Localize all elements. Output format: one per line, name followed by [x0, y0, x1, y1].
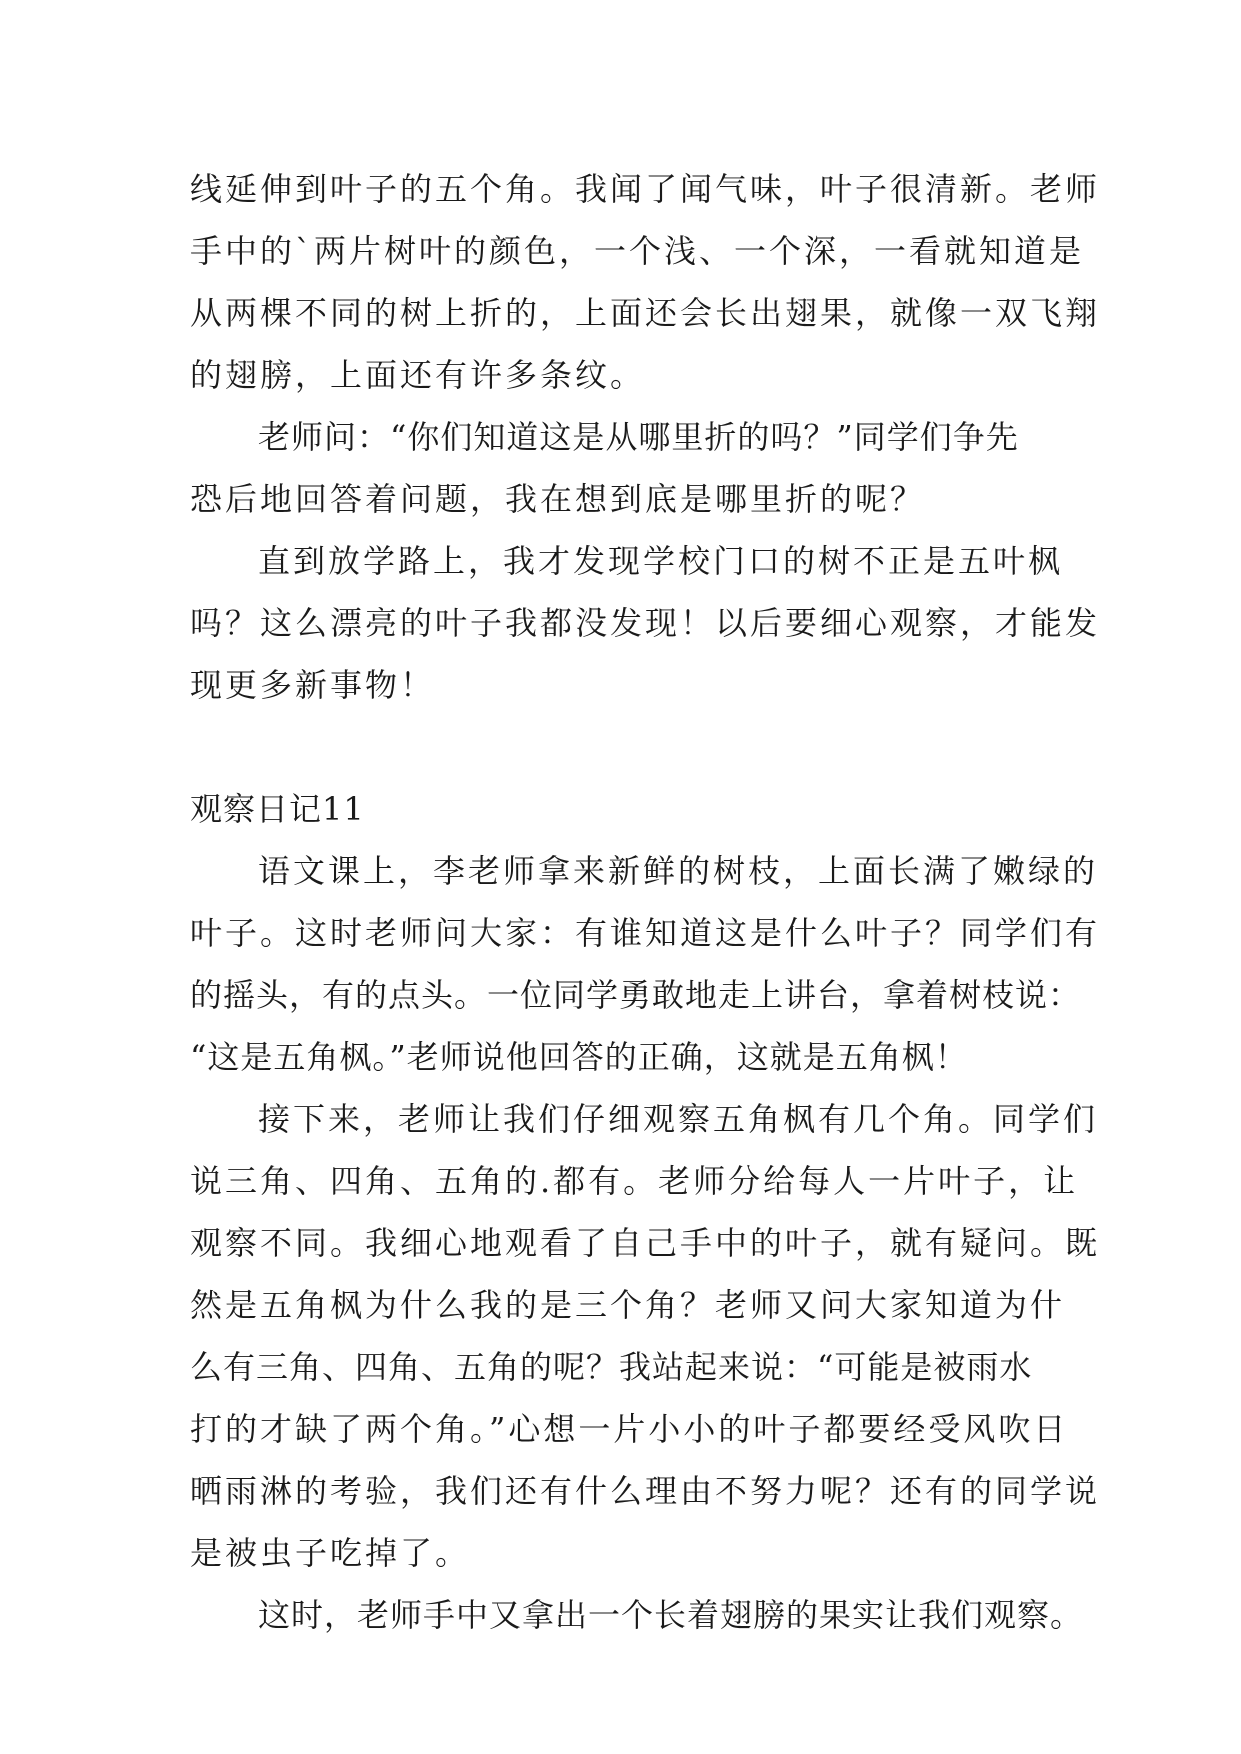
document-page — [190, 158, 1101, 1646]
paragraph-teacher-question — [190, 406, 1050, 530]
text-line: 叶子。这时老师问大家：有谁知道这是什么叶子？同学们有 — [190, 914, 1101, 952]
text-line: 说三角、四角、五角的.都有。老师分给每人一片叶子，让 — [190, 1162, 1079, 1200]
text-line: 直到放学路上，我才发现学校门口的树不正是五叶枫 — [258, 542, 1064, 580]
section-gap — [190, 716, 1050, 778]
text-line: 吗？这么漂亮的叶子我都没发现！以后要细心观察，才能发 — [190, 604, 1101, 642]
text-line: 的摇头，有的点头。一位同学勇敢地走上讲台，拿着树枝说： — [190, 976, 1082, 1014]
text-line: 然是五角枫为什么我的是三个角？老师又问大家知道为什 — [190, 1286, 1066, 1324]
text-line: “这是五角枫。”老师说他回答的正确，这就是五角枫！ — [190, 1038, 968, 1076]
text-line: 线延伸到叶子的五个角。我闻了闻气味，叶子很清新。老师 — [190, 170, 1101, 208]
paragraph-observation — [190, 1088, 1101, 1584]
text-line: 接下来，老师让我们仔细观察五角枫有几个角。同学们 — [258, 1100, 1099, 1138]
text-line: 老师问：“你们知道这是从哪里折的吗？”同学们争先 — [258, 418, 1019, 456]
text-line: 现更多新事物！ — [190, 666, 436, 704]
text-line: 是被虫子吃掉了。 — [190, 1534, 471, 1572]
text-line: 晒雨淋的考验，我们还有什么理由不努力呢？还有的同学说 — [190, 1472, 1101, 1510]
text-line: 从两棵不同的树上折的，上面还会长出翅果，就像一双飞翔 — [190, 294, 1101, 332]
text-line: 手中的`两片树叶的颜色，一个浅、一个深，一看就知道是 — [190, 232, 1085, 270]
text-line: 的翅膀，上面还有许多条纹。 — [190, 356, 646, 394]
diary-title: 观察日记11 — [190, 790, 365, 828]
paragraph-leaf-description — [190, 158, 1101, 406]
text-line: 打的才缺了两个角。”心想一片小小的叶子都要经受风吹日 — [190, 1410, 1069, 1448]
paragraph-chinese-class — [190, 840, 1101, 1088]
text-line: 观察不同。我细心地观看了自己手中的叶子，就有疑问。既 — [190, 1224, 1101, 1262]
text-line: 么有三角、四角、五角的呢？我站起来说：“可能是被雨水 — [190, 1348, 1033, 1386]
text-line: 这时，老师手中又拿出一个长着翅膀的果实让我们观察。 — [258, 1596, 1084, 1634]
paragraph-winged-fruit — [190, 1584, 1084, 1646]
paragraph-discovery — [190, 530, 1101, 716]
text-line: 恐后地回答着问题，我在想到底是哪里折的呢？ — [190, 480, 926, 518]
text-line: 语文课上，李老师拿来新鲜的树枝，上面长满了嫩绿的 — [258, 852, 1099, 890]
